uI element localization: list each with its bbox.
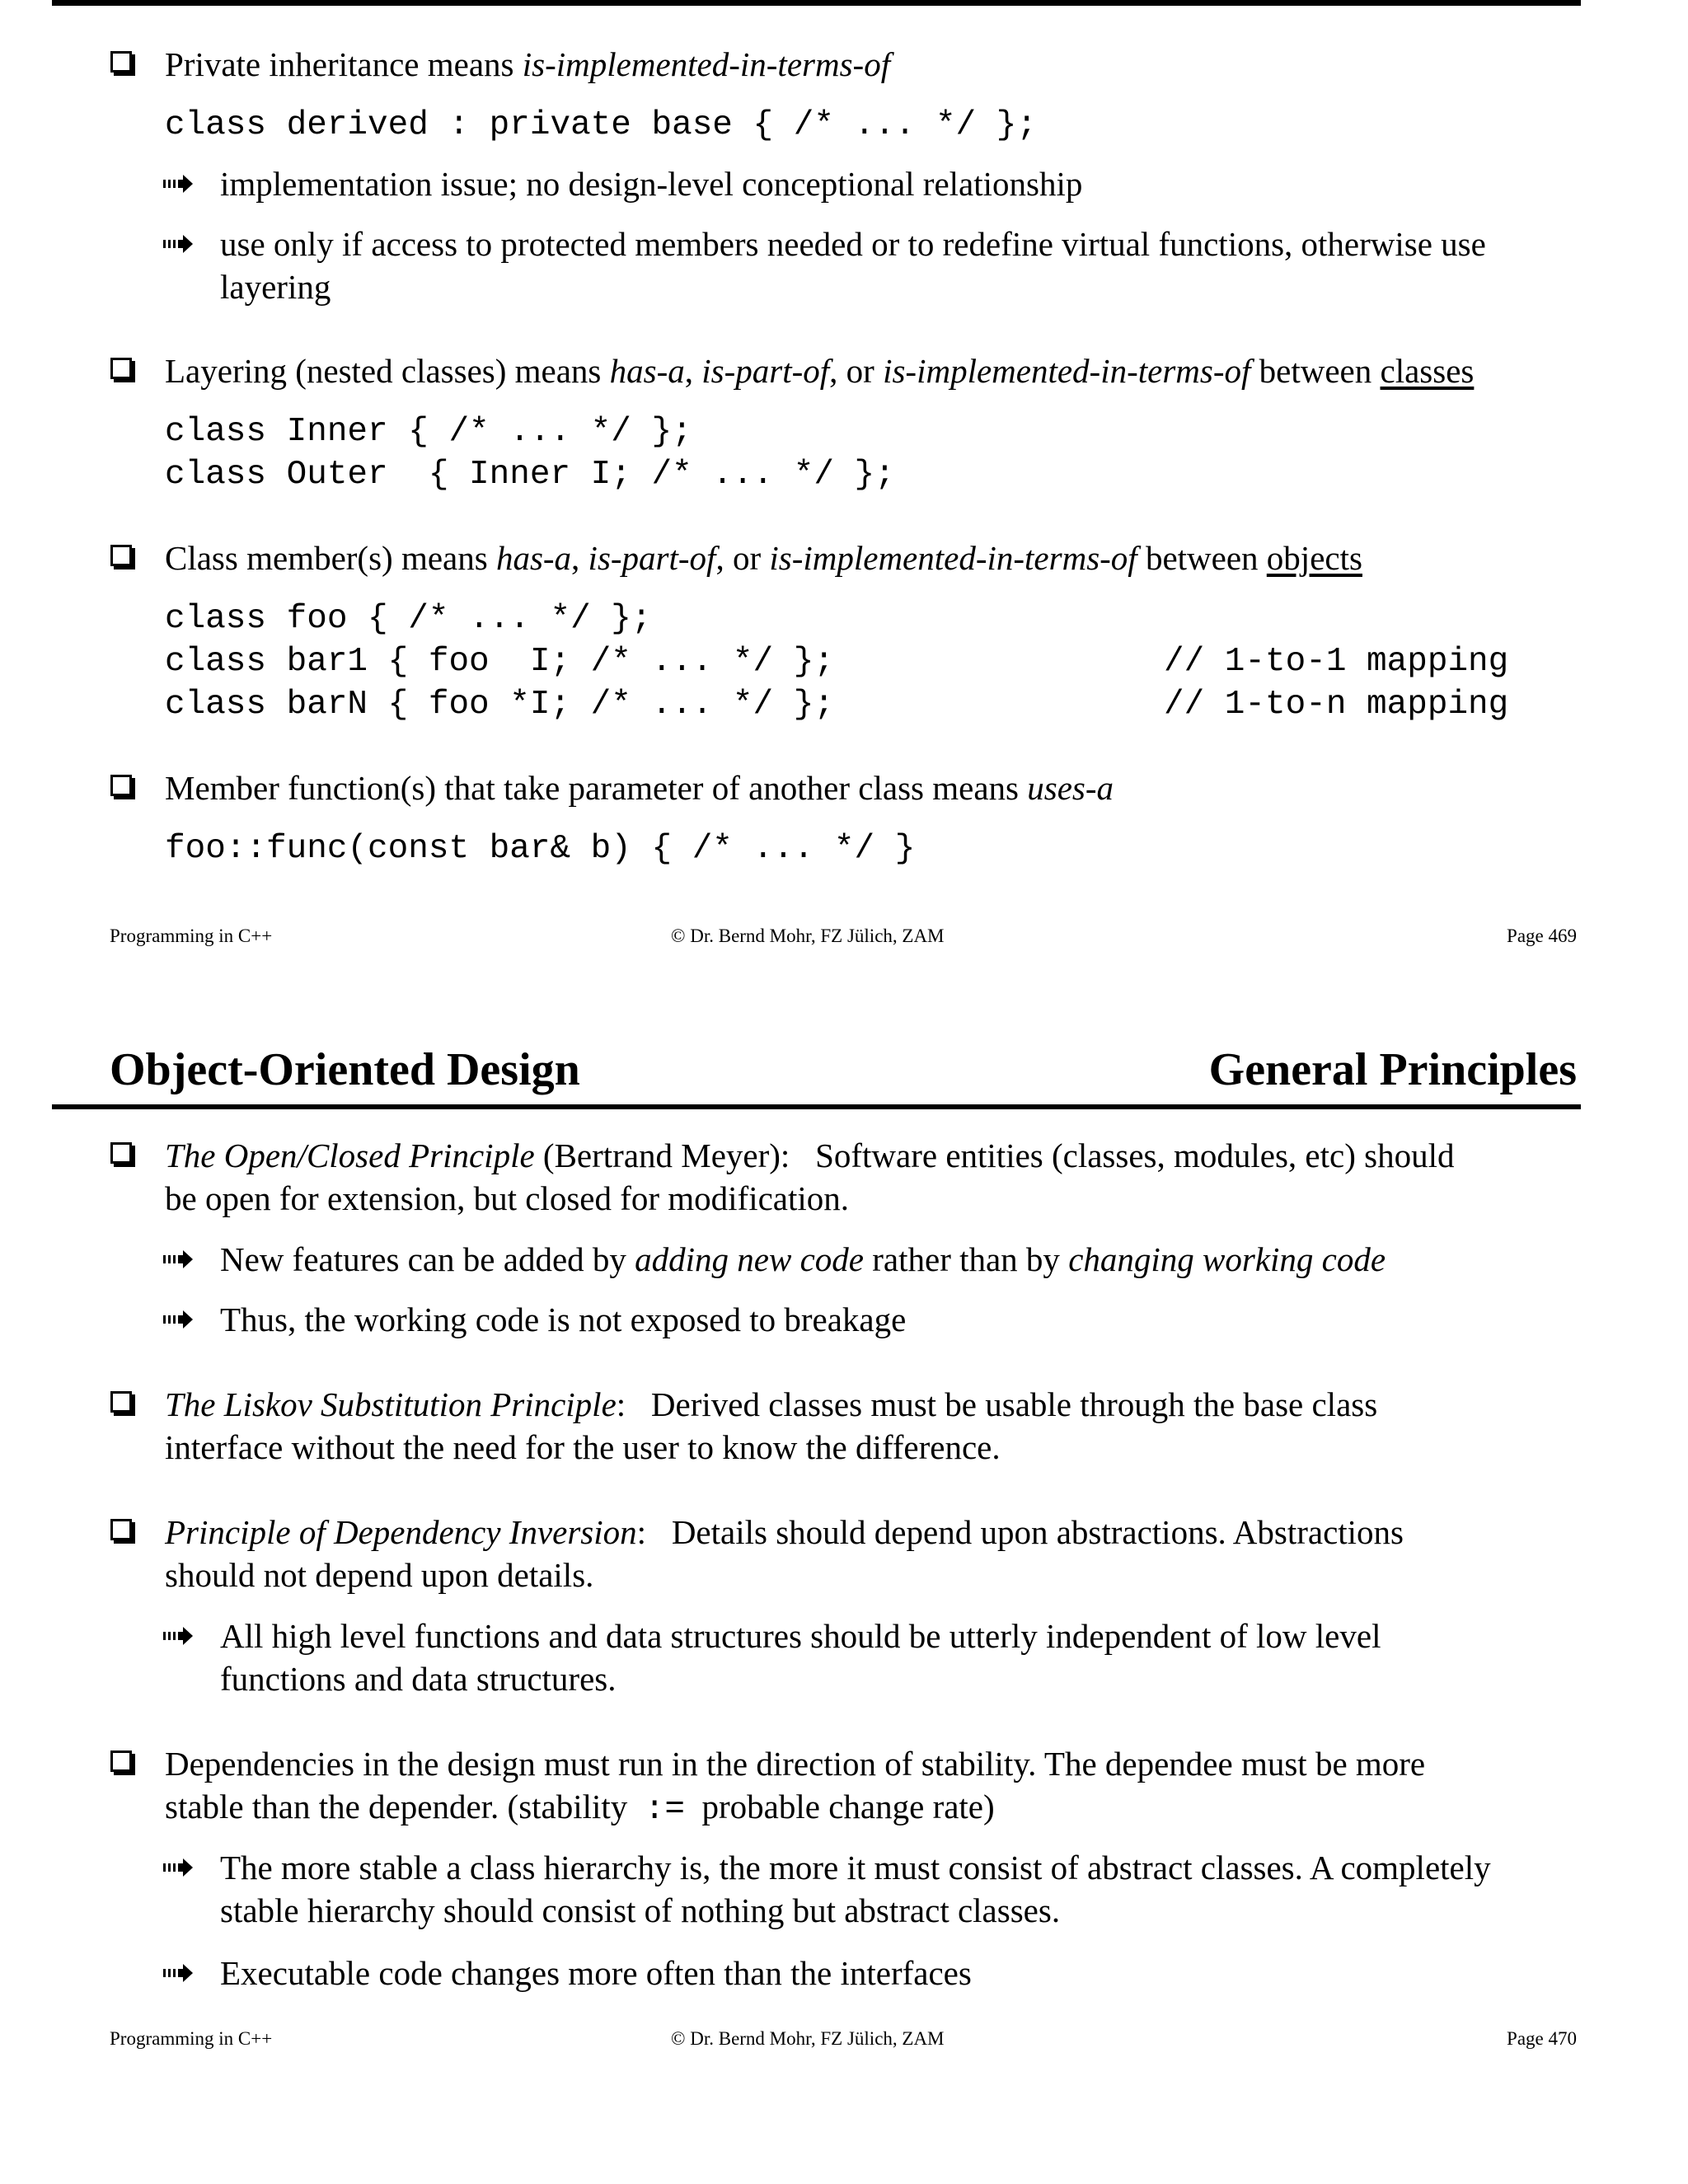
code-comment-1ton: // 1-to-n mapping (1164, 686, 1509, 724)
footer-course: Programming in C++ (110, 926, 273, 946)
bullet-text: : Details should depend upon abstractions. Abstractions (636, 1513, 1404, 1551)
subbullet-use-only-if: use only if access to protected members needed or to redefine virtual functions, otherwise use (220, 225, 1486, 263)
bullet-open-closed-cont: be open for extension, but closed for modification. (165, 1179, 850, 1217)
subbullet-executable-code: Executable code changes more often than the interfaces (220, 1954, 972, 1992)
arrow-bullet-icon (163, 1858, 196, 1877)
bullet-text: : Derived classes must be usable through the base class (616, 1385, 1378, 1423)
checkbox-bullet-icon (110, 1519, 132, 1540)
subbullet-working-code: Thus, the working code is not exposed to breakage (220, 1301, 907, 1338)
bullet-emphasis: changing working code (1068, 1240, 1386, 1278)
arrow-bullet-icon (163, 1627, 196, 1645)
bullet-emphasis: is-part-of (588, 539, 716, 577)
bullet-liskov-cont: interface without the need for the user to know the difference. (165, 1428, 1001, 1466)
bullet-text: rather than by (864, 1240, 1069, 1278)
bullet-emphasis: is-part-of (701, 352, 830, 390)
code-private-inheritance: class derived : private base { /* ... */ }; (165, 106, 1037, 144)
slide-subtitle: General Principles (1208, 1044, 1577, 1095)
bullet-emphasis: The Liskov Substitution Principle (165, 1385, 617, 1423)
bullet-open-closed (165, 1134, 1454, 1177)
bullet-liskov (165, 1383, 1377, 1426)
code-foo: class foo { /* ... */ }; (165, 600, 652, 638)
inline-code: := (644, 1791, 686, 1829)
checkbox-bullet-icon (110, 1750, 132, 1772)
bullet-text: , or (715, 539, 770, 577)
subbullet-implementation-issue: implementation issue; no design-level conceptional relationship (220, 165, 1083, 203)
bullet-text: Private inheritance means (165, 45, 523, 83)
subbullet-use-only-if-cont: layering (220, 268, 331, 306)
subbullet-high-level: All high level functions and data structures should be utterly independent of low level (220, 1617, 1381, 1655)
bullet-emphasis: uses-a (1027, 769, 1114, 807)
bullet-stability-cont (165, 1785, 995, 1831)
bullet-text: between (1137, 539, 1267, 577)
checkbox-bullet-icon (110, 775, 132, 796)
bullet-text: between (1250, 352, 1381, 390)
subbullet-new-features (220, 1238, 1386, 1281)
bullet-emphasis: is-implemented-in-terms-of (883, 352, 1251, 390)
checkbox-bullet-icon (110, 51, 132, 73)
bullet-text: probable change rate) (685, 1788, 995, 1825)
bullet-emphasis: is-implemented-in-terms-of (769, 539, 1137, 577)
bullet-emphasis: has-a (495, 539, 572, 577)
bullet-emphasis: The Open/Closed Principle (165, 1137, 535, 1174)
bullet-text: , (684, 352, 702, 390)
slide-title: Object-Oriented Design (110, 1044, 580, 1095)
bullet-dependency-inversion (165, 1511, 1404, 1554)
code-comment-1to1: // 1-to-1 mapping (1164, 643, 1509, 681)
footer-copyright: © Dr. Bernd Mohr, FZ Jülich, ZAM (671, 926, 945, 946)
bullet-text: New features can be added by (220, 1240, 635, 1278)
bullet-text: , (571, 539, 588, 577)
title-rule (52, 1104, 1581, 1109)
bullet-layering (165, 349, 1474, 392)
bullet-member-functions (165, 766, 1114, 809)
checkbox-bullet-icon (110, 358, 132, 379)
footer-page-number: Page 469 (1507, 926, 1577, 946)
underlined-term: objects (1266, 539, 1362, 577)
bullet-text: , or (829, 352, 884, 390)
subbullet-stable-hierarchy: The more stable a class hierarchy is, the more it must consist of abstract classes. A completely (220, 1849, 1491, 1886)
code-bar1: class bar1 { foo I; /* ... */ }; (165, 643, 834, 681)
footer-page-number: Page 470 (1507, 2028, 1577, 2049)
arrow-bullet-icon (163, 1250, 196, 1268)
checkbox-bullet-icon (110, 545, 132, 566)
subbullet-high-level-cont: functions and data structures. (220, 1660, 617, 1698)
footer-course: Programming in C++ (110, 2028, 273, 2049)
bullet-dependency-inversion-cont: should not depend upon details. (165, 1556, 594, 1594)
bullet-stability: Dependencies in the design must run in the direction of stability. The dependee must be more (165, 1745, 1426, 1783)
bullet-text: Layering (nested classes) means (165, 352, 610, 390)
checkbox-bullet-icon (110, 1391, 132, 1413)
subbullet-stable-hierarchy-cont: stable hierarchy should consist of nothing but abstract classes. (220, 1891, 1061, 1929)
arrow-bullet-icon (163, 235, 196, 253)
underlined-term: classes (1380, 352, 1475, 390)
code-barN: class barN { foo *I; /* ... */ }; (165, 686, 834, 724)
bullet-text: Class member(s) means (165, 539, 496, 577)
bullet-emphasis: is-implemented-in-terms-of (522, 45, 891, 83)
arrow-bullet-icon (163, 1964, 196, 1982)
bullet-emphasis: Principle of Dependency Inversion (165, 1513, 637, 1551)
bullet-text: Member function(s) that take parameter of another class means (165, 769, 1028, 807)
top-rule (52, 0, 1581, 6)
bullet-text: stable than the depender. (stability (165, 1788, 645, 1825)
arrow-bullet-icon (163, 1310, 196, 1329)
code-inner: class Inner { /* ... */ }; (165, 413, 692, 451)
bullet-emphasis: has-a (609, 352, 685, 390)
bullet-emphasis: adding new code (635, 1240, 864, 1278)
bullet-text: (Bertrand Meyer): Software entities (classes, modules, etc) should (534, 1137, 1455, 1174)
bullet-private-inheritance (165, 43, 890, 86)
code-func: foo::func(const bar& b) { /* ... */ } (165, 830, 916, 868)
checkbox-bullet-icon (110, 1142, 132, 1164)
code-outer: class Outer { Inner I; /* ... */ }; (165, 456, 895, 494)
arrow-bullet-icon (163, 175, 196, 193)
footer-copyright: © Dr. Bernd Mohr, FZ Jülich, ZAM (671, 2028, 945, 2049)
bullet-class-members (165, 537, 1362, 579)
